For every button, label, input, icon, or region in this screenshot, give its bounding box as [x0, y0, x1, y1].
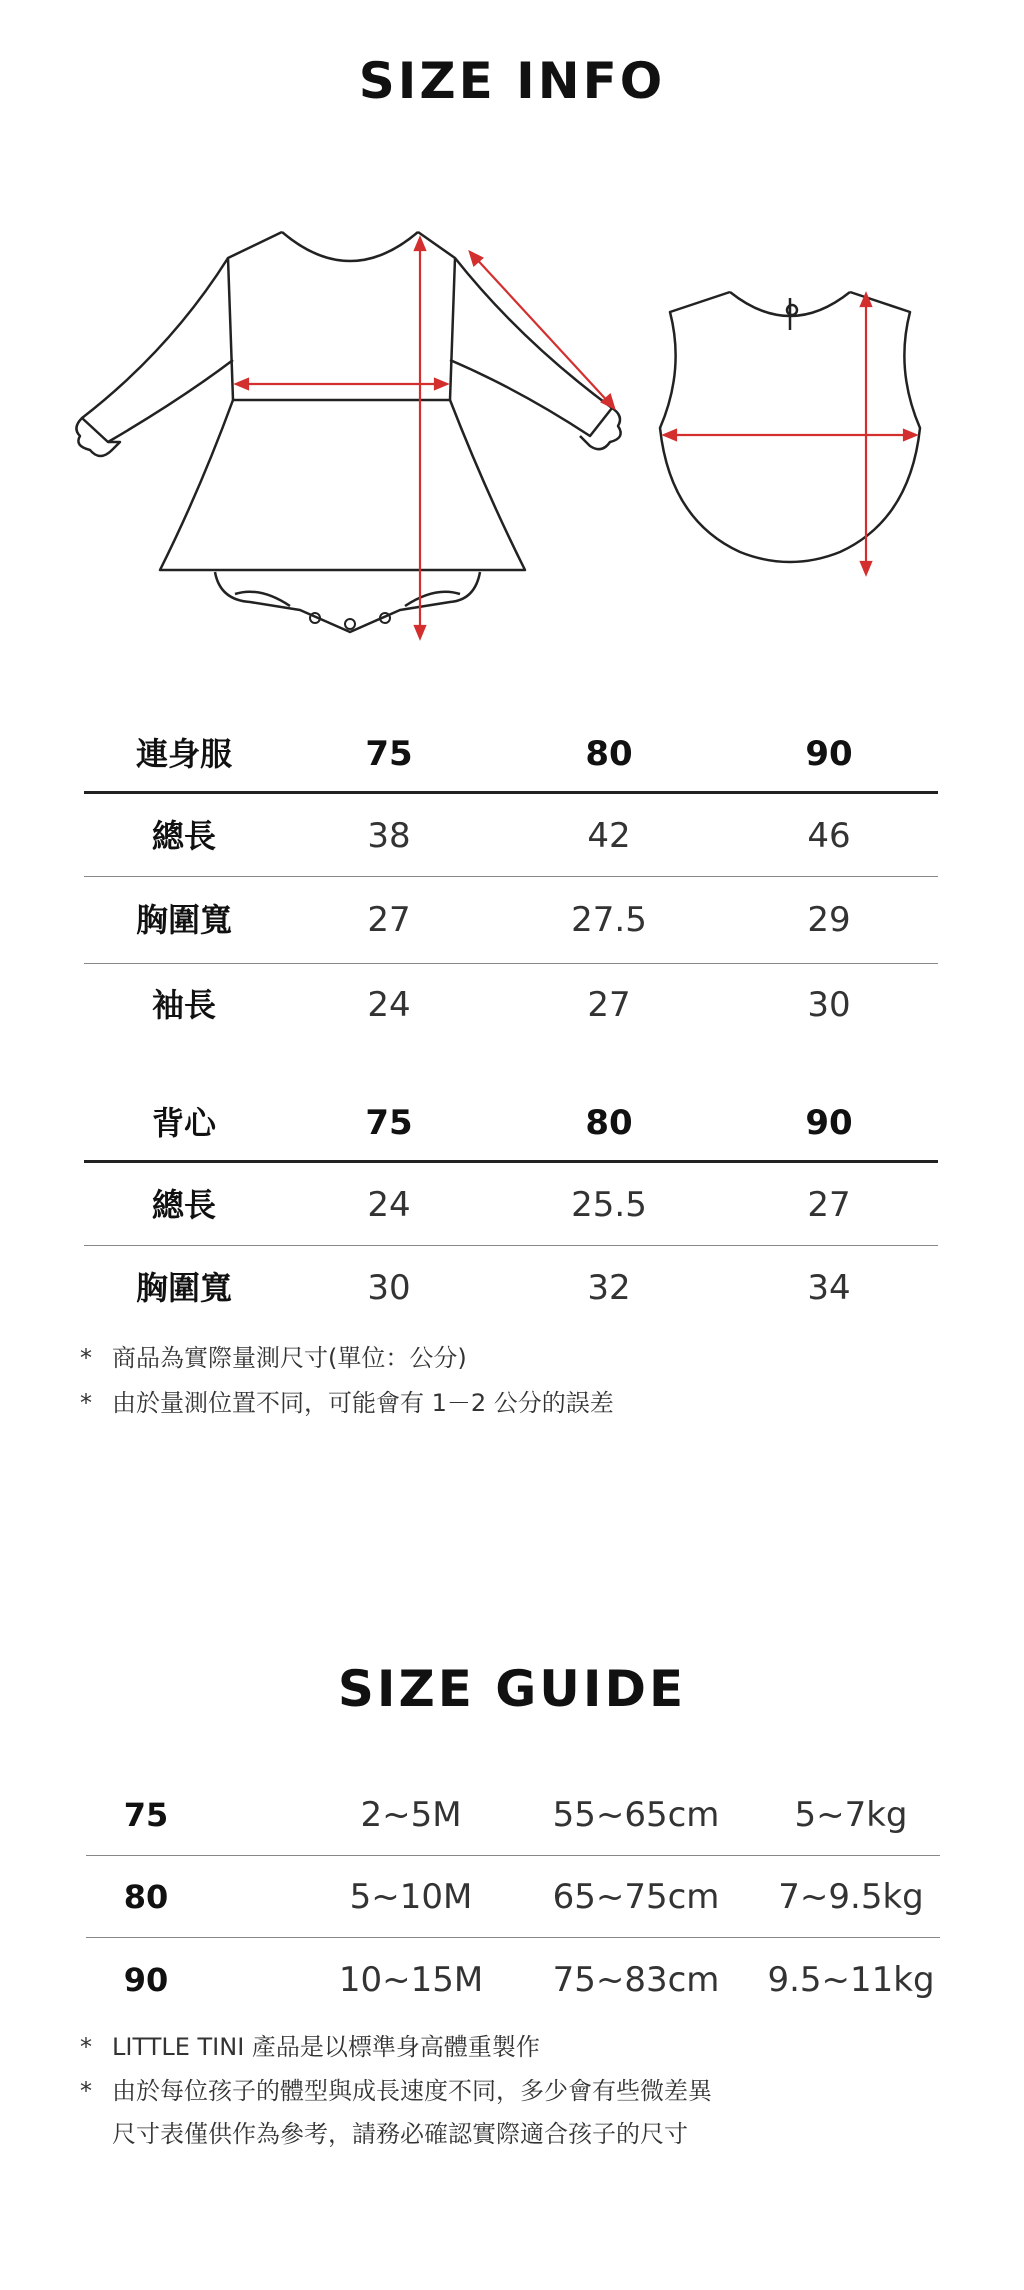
- age-cell: 10~15M: [338, 1960, 484, 2000]
- vest-illustration: [640, 280, 940, 590]
- table-header-cell: 背心: [151, 1104, 216, 1142]
- asterisk-icon: *: [80, 1389, 92, 1417]
- weight-cell: 7~9.5kg: [778, 1877, 924, 1917]
- age-cell: 5~10M: [349, 1877, 473, 1917]
- divider: [84, 791, 938, 794]
- age-cell: 2~5M: [360, 1795, 462, 1835]
- table-cell: 27: [587, 985, 631, 1025]
- divider: [84, 876, 938, 877]
- asterisk-icon: *: [80, 2033, 92, 2061]
- table-cell: 29: [807, 900, 851, 940]
- vest-table-header: [84, 1093, 938, 1153]
- table-header-cell: 75: [365, 734, 413, 774]
- note-text: 商品為實際量測尺寸(單位：公分): [112, 1344, 467, 1372]
- size-label: 90: [123, 1961, 169, 1999]
- weight-cell: 5~7kg: [794, 1795, 908, 1835]
- table-row: [84, 806, 938, 866]
- note: [80, 2071, 712, 2106]
- table-cell: 27: [807, 1185, 851, 1225]
- table-row: [86, 1950, 940, 2010]
- table-header-cell: 連身服: [135, 735, 232, 773]
- table-cell: 38: [367, 816, 411, 856]
- table-cell: 24: [367, 1185, 411, 1225]
- note: [80, 2027, 540, 2062]
- divider: [86, 1937, 940, 1938]
- table-cell: 27: [367, 900, 411, 940]
- table-header-cell: 90: [805, 1103, 853, 1143]
- divider: [84, 1160, 938, 1163]
- row-label: 胸圍寬: [135, 1269, 232, 1307]
- table-header-cell: 80: [585, 734, 633, 774]
- note-text: LITTLE TINI 產品是以標準身高體重製作: [112, 2033, 540, 2061]
- table-cell: 32: [587, 1268, 631, 1308]
- table-header-cell: 80: [585, 1103, 633, 1143]
- table-header-cell: 75: [365, 1103, 413, 1143]
- table-cell: 34: [807, 1268, 851, 1308]
- row-label: 總長: [151, 1186, 216, 1224]
- note: [80, 1383, 614, 1418]
- row-label: 胸圍寬: [135, 901, 232, 939]
- table-cell: 42: [587, 816, 631, 856]
- table-row: [84, 1175, 938, 1235]
- size-guide-title: SIZE GUIDE: [337, 1660, 687, 1718]
- table-cell: 30: [367, 1268, 411, 1308]
- table-row: [84, 890, 938, 950]
- onesie-table-header: [84, 724, 938, 784]
- table-row: [86, 1785, 940, 1845]
- size-label: 75: [123, 1796, 169, 1834]
- table-header-cell: 90: [805, 734, 853, 774]
- height-cell: 65~75cm: [552, 1877, 720, 1917]
- divider: [86, 1855, 940, 1856]
- note-text: 由於量測位置不同，可能會有 1－2 公分的誤差: [112, 1389, 614, 1417]
- divider: [84, 963, 938, 964]
- note: [80, 1338, 467, 1373]
- table-row: [86, 1867, 940, 1927]
- row-label: 袖長: [151, 986, 216, 1024]
- table-row: [84, 975, 938, 1035]
- note-continuation: 尺寸表僅供作為參考，請務必確認實際適合孩子的尺寸: [112, 2120, 688, 2148]
- asterisk-icon: *: [80, 2077, 92, 2105]
- table-row: [84, 1258, 938, 1318]
- table-cell: 30: [807, 985, 851, 1025]
- onesie-illustration: [60, 210, 640, 650]
- table-cell: 24: [367, 985, 411, 1025]
- table-cell: 25.5: [571, 1185, 647, 1225]
- divider: [84, 1245, 938, 1246]
- note-text: 由於每位孩子的體型與成長速度不同，多少會有些微差異: [112, 2077, 712, 2105]
- table-cell: 27.5: [571, 900, 647, 940]
- height-cell: 55~65cm: [552, 1795, 720, 1835]
- row-label: 總長: [151, 817, 216, 855]
- size-label: 80: [123, 1878, 169, 1916]
- weight-cell: 9.5~11kg: [767, 1960, 935, 2000]
- asterisk-icon: *: [80, 1344, 92, 1372]
- table-cell: 46: [807, 816, 851, 856]
- size-info-title: SIZE INFO: [358, 52, 666, 110]
- height-cell: 75~83cm: [552, 1960, 720, 2000]
